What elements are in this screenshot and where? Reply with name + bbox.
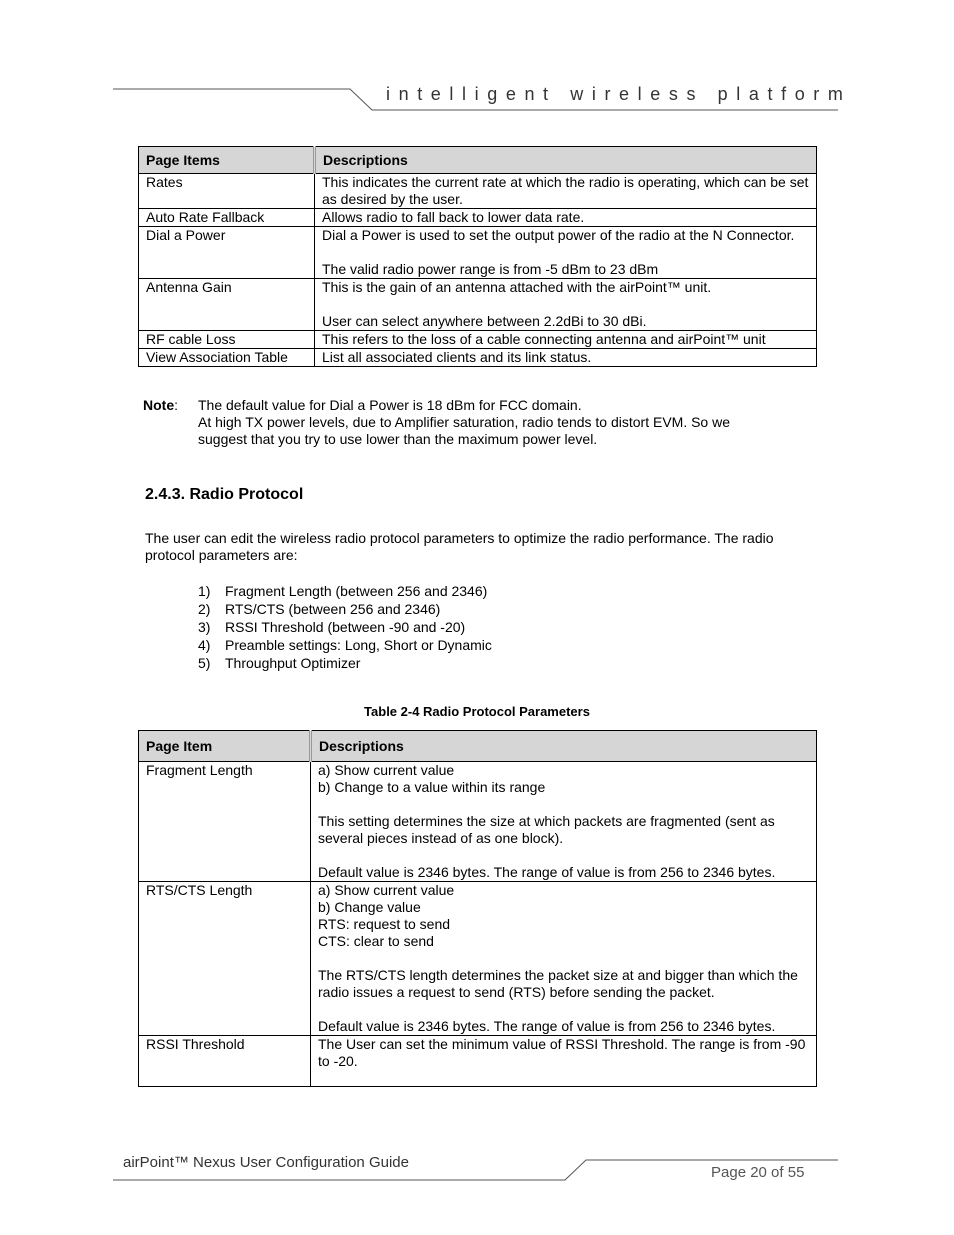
table-caption: Table 2-4 Radio Protocol Parameters bbox=[364, 704, 590, 719]
list-item bbox=[198, 582, 492, 600]
row-item: RF cable Loss bbox=[139, 331, 315, 349]
table-row bbox=[139, 174, 817, 209]
list-text: RTS/CTS (between 256 and 2346) bbox=[225, 601, 441, 617]
note-line: suggest that you try to use lower than the maximum power level. bbox=[198, 431, 598, 447]
column-header: Descriptions bbox=[311, 731, 817, 762]
table-row bbox=[139, 209, 817, 227]
note-block: Note: The default value for Dial a Power is 18 dBm for FCC domain. At high TX power levels, due to Amplifier saturation, radio tends to distort EVM. So we suggest that you try to use lower than the maximum power level. bbox=[143, 397, 731, 447]
list-number: 3) bbox=[198, 619, 211, 635]
list-text: Throughput Optimizer bbox=[225, 655, 361, 671]
list-text: RSSI Threshold (between -90 and -20) bbox=[225, 619, 466, 635]
list-number: 5) bbox=[198, 655, 211, 671]
row-item: Antenna Gain bbox=[139, 279, 315, 331]
row-item: Auto Rate Fallback bbox=[139, 209, 315, 227]
table-row bbox=[139, 227, 817, 279]
note-label: Note bbox=[143, 397, 175, 413]
list-item bbox=[198, 600, 492, 618]
column-header: Page Item bbox=[139, 731, 311, 762]
row-description: This is the gain of an antenna attached with the airPoint™ unit. User can select anywhere between 2.2dBi to 30 dBi. bbox=[315, 279, 817, 331]
list-number: 4) bbox=[198, 637, 211, 653]
row-item: Rates bbox=[139, 174, 315, 209]
list-item bbox=[198, 636, 492, 654]
row-description: Allows radio to fall back to lower data rate. bbox=[315, 209, 817, 227]
parameter-list bbox=[198, 582, 492, 672]
row-description: Dial a Power is used to set the output power of the radio at the N Connector. The valid radio power range is from -5 dBm to 23 dBm bbox=[315, 227, 817, 279]
list-text: Fragment Length (between 256 and 2346) bbox=[225, 583, 488, 599]
table-row bbox=[139, 279, 817, 331]
column-header: Page Items bbox=[139, 147, 315, 174]
table-row bbox=[139, 762, 817, 882]
table-header-row bbox=[139, 731, 817, 762]
column-header: Descriptions bbox=[315, 147, 817, 174]
row-description: a) Show current value b) Change value RTS: request to send CTS: clear to send The RTS/CTS length determines the packet size at and bigger than which the radio issues a request to send (RTS) before sending the packet. Default value is 2346 bytes. The range of value is from 256 to 2346 bytes. bbox=[311, 882, 817, 1036]
section-intro: The user can edit the wireless radio protocol parameters to optimize the radio performance. The radio protocol parameters are: bbox=[145, 530, 774, 563]
list-number: 1) bbox=[198, 583, 211, 599]
page-number: Page 20 of 55 bbox=[711, 1164, 805, 1181]
table-row bbox=[139, 1036, 817, 1087]
table-row bbox=[139, 882, 817, 1036]
list-item bbox=[198, 618, 492, 636]
header-tagline: intelligent wireless platform bbox=[386, 84, 852, 104]
row-item: RSSI Threshold bbox=[139, 1036, 311, 1087]
list-text: Preamble settings: Long, Short or Dynamic bbox=[225, 637, 492, 653]
note-line: At high TX power levels, due to Amplifier saturation, radio tends to distort EVM. So we bbox=[198, 414, 731, 430]
row-item: Dial a Power bbox=[139, 227, 315, 279]
row-description: This indicates the current rate at which the radio is operating, which can be set as desired by the user. bbox=[315, 174, 817, 209]
page-items-table bbox=[138, 146, 817, 367]
table-row bbox=[139, 349, 817, 367]
row-description: List all associated clients and its link status. bbox=[315, 349, 817, 367]
row-description: a) Show current value b) Change to a value within its range This setting determines the size at which packets are fragmented (sent as several pieces instead of as one block). Default value is 2346 bytes. The range of value is from 256 to 2346 bytes. bbox=[311, 762, 817, 882]
row-item: Fragment Length bbox=[139, 762, 311, 882]
row-item: View Association Table bbox=[139, 349, 315, 367]
row-item: RTS/CTS Length bbox=[139, 882, 311, 1036]
table-row bbox=[139, 331, 817, 349]
list-number: 2) bbox=[198, 601, 211, 617]
footer-title: airPoint™ Nexus User Configuration Guide bbox=[123, 1154, 409, 1171]
list-item bbox=[198, 654, 492, 672]
table-header-row bbox=[139, 147, 817, 174]
row-description: The User can set the minimum value of RSSI Threshold. The range is from -90 to -20. bbox=[311, 1036, 817, 1087]
radio-protocol-table bbox=[138, 730, 817, 1087]
section-heading: 2.4.3. Radio Protocol bbox=[145, 486, 304, 503]
note-line: The default value for Dial a Power is 18 dBm for FCC domain. bbox=[198, 397, 582, 413]
row-description: This refers to the loss of a cable connecting antenna and airPoint™ unit bbox=[315, 331, 817, 349]
